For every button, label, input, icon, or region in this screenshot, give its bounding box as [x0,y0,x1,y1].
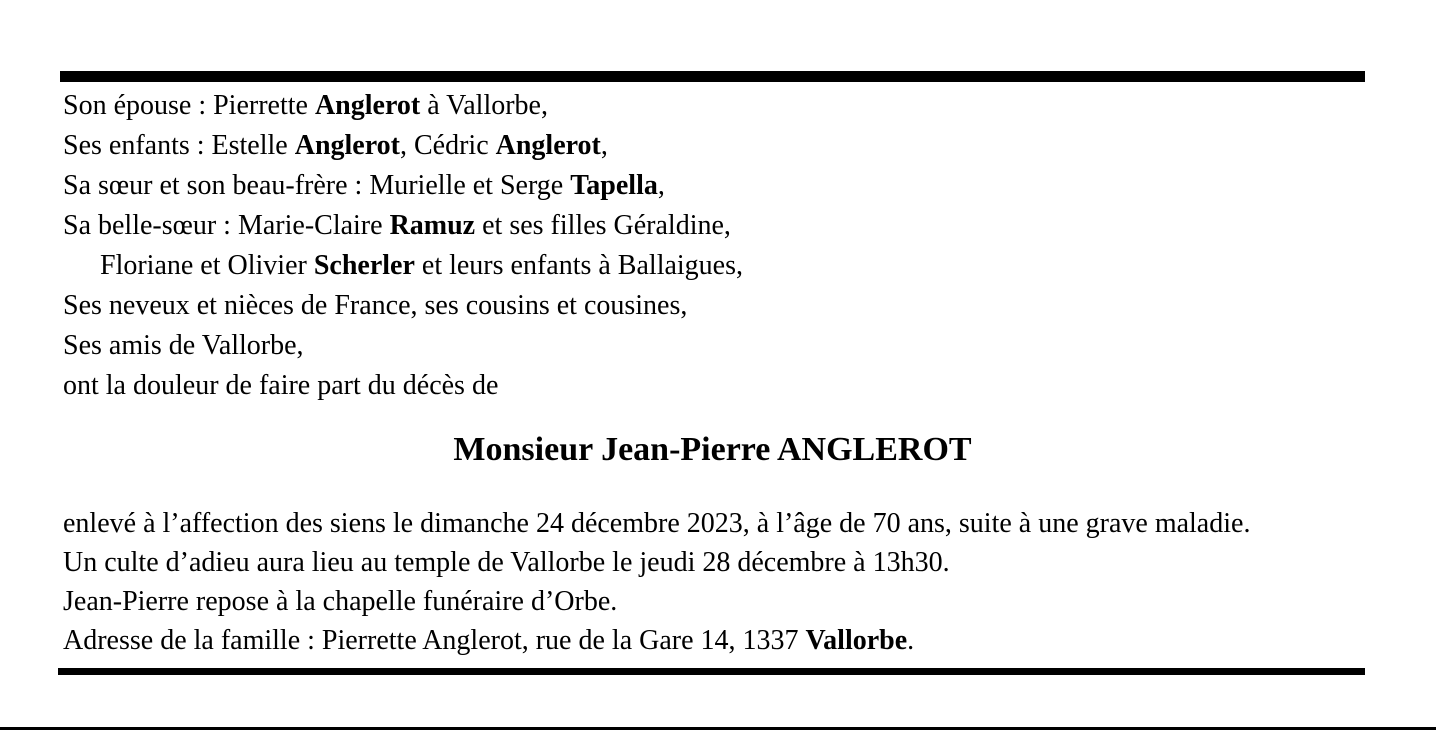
emphasized-name: Anglerot [314,90,421,121]
emphasized-name: Vallorbe [805,625,908,656]
emphasized-name: Ramuz [389,210,476,241]
top-rule [60,71,1365,82]
text-segment: ont la douleur de faire part du décès de [63,370,499,401]
text-line [63,543,1393,582]
text-segment: et ses filles Géraldine, [475,210,731,241]
text-line [63,126,1373,166]
funeral-details-block [63,504,1393,660]
text-line [63,366,1373,406]
text-segment: , Cédric [399,130,496,161]
text-segment: , [600,130,608,161]
text-segment: et leurs enfants à Ballaigues, [414,250,744,281]
emphasized-name: Scherler [313,250,415,281]
text-segment: à Vallorbe, [420,90,548,121]
emphasized-name: Anglerot [294,130,400,161]
text-segment: Floriane et Olivier [100,250,314,281]
deceased-name-title: Monsieur Jean-Pierre ANGLEROT [453,431,972,468]
text-segment: Un culte d’adieu aura lieu au temple de Vallorbe le jeudi 28 décembre à 13h30. [63,547,950,578]
emphasized-name: Tapella [570,170,658,201]
text-line [63,582,1393,621]
text-segment: Ses neveux et nièces de France, ses cousins et cousines, [63,290,688,321]
text-line [63,206,1373,246]
text-segment: . [907,625,915,656]
text-line [63,326,1373,366]
text-segment: Jean-Pierre repose à la chapelle funéraire d’Orbe. [63,586,618,617]
text-line [63,286,1373,326]
text-segment: Ses amis de Vallorbe, [63,330,304,361]
text-line [63,621,1393,660]
text-line [63,166,1373,206]
text-segment: Sa sœur et son beau-frère : Murielle et Serge [63,170,571,201]
page-bottom-edge-line [0,727,1436,730]
text-segment: Ses enfants : Estelle [63,130,295,161]
family-lines-block [63,86,1373,406]
text-segment: Sa belle-sœur : Marie-Claire [63,210,390,241]
text-line [63,246,1373,286]
bottom-rule [58,668,1365,675]
text-line [63,504,1393,543]
text-segment: Son épouse : Pierrette [63,90,315,121]
text-segment: , [657,170,665,201]
text-segment: Adresse de la famille : Pierrette Anglerot, rue de la Gare 14, 1337 [63,625,806,656]
text-line [63,86,1373,126]
emphasized-name: Anglerot [495,130,601,161]
text-segment: enlevé à l’affection des siens le dimanche 24 décembre 2023, à l’âge de 70 ans, suite à une grave maladie. [63,508,1251,539]
